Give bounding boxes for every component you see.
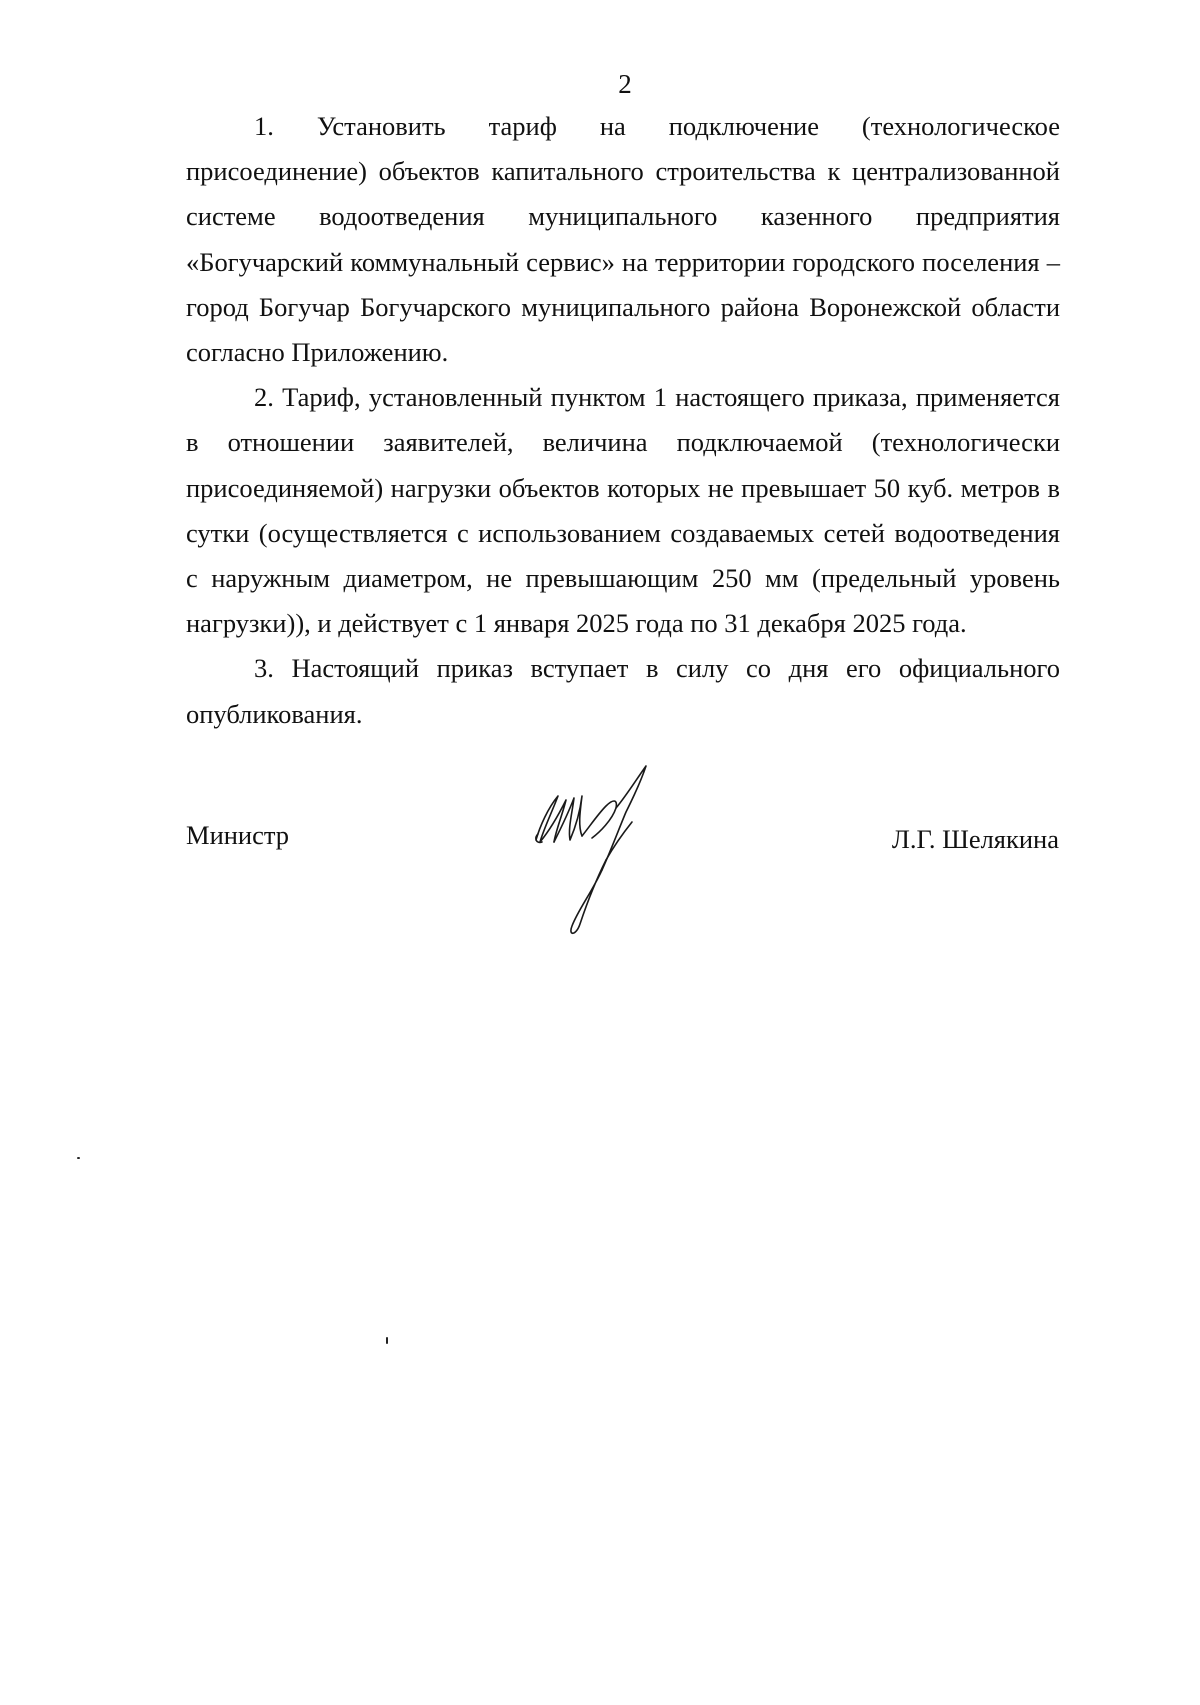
page-number: 2 xyxy=(618,69,632,99)
scan-speck xyxy=(77,1157,80,1159)
scan-speck xyxy=(386,1337,388,1344)
document-body xyxy=(186,104,1060,737)
paragraph-1: 1. Установить тариф на подключение (технологическое присоединение) объектов капитального строительства к централизованной системе водоотведения муниципального казенного предприятия «Богучарский коммунальный сервис» на территории городского поселения – город Богучар Богучарского муниципального района Воронежской области согласно Приложению. xyxy=(186,111,1060,368)
signatory-position: Министр xyxy=(186,820,290,850)
signatory-name: Л.Г. Шелякина xyxy=(891,824,1059,854)
handwritten-signature-icon xyxy=(520,760,660,940)
paragraph-3: 3. Настоящий приказ вступает в силу со дня его официального опубликования. xyxy=(186,653,1060,729)
paragraph-2: 2. Тариф, установленный пунктом 1 настоящего приказа, применяется в отношении заявителей, величина подключаемой (технологически присоединяемой) нагрузки объектов которых не превышает 50 куб. метров в сутки (осуществляется с использованием создаваемых сетей водоотведения с наружным диаметром, не превышающим 250 мм (предельный уровень нагрузки)), и действует с 1 января 2025 года по 31 декабря 2025 года. xyxy=(186,382,1060,639)
